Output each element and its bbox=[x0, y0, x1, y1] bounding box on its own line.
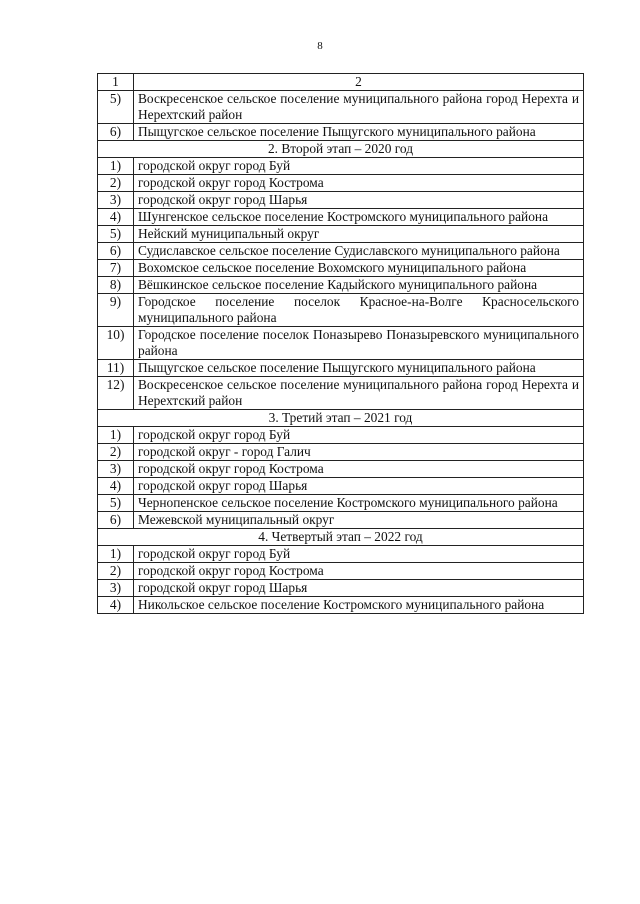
section-heading-row bbox=[98, 529, 584, 546]
row-text: городской округ город Шарья bbox=[134, 192, 584, 209]
row-number: 6) bbox=[98, 243, 134, 260]
row-text: Городское поселение поселок Поназырево Поназыревского муниципального района bbox=[134, 327, 584, 360]
table-header-row bbox=[98, 74, 584, 91]
row-text: Вохомское сельское поселение Вохомского муниципального района bbox=[134, 260, 584, 277]
section-heading-row bbox=[98, 410, 584, 427]
row-text: городской округ город Кострома bbox=[134, 461, 584, 478]
row-number: 6) bbox=[98, 124, 134, 141]
header-col-number: 1 bbox=[98, 74, 134, 91]
section-heading: 4. Четвертый этап – 2022 год bbox=[98, 529, 584, 546]
row-number: 2) bbox=[98, 563, 134, 580]
row-number: 7) bbox=[98, 260, 134, 277]
row-number: 4) bbox=[98, 478, 134, 495]
section-heading: 3. Третий этап – 2021 год bbox=[98, 410, 584, 427]
row-number: 2) bbox=[98, 444, 134, 461]
row-number: 12) bbox=[98, 377, 134, 410]
table-body bbox=[98, 74, 584, 614]
table-row bbox=[98, 209, 584, 226]
row-number: 8) bbox=[98, 277, 134, 294]
table-row bbox=[98, 192, 584, 209]
table-row bbox=[98, 91, 584, 124]
row-number: 5) bbox=[98, 495, 134, 512]
row-number: 2) bbox=[98, 175, 134, 192]
section-heading-row bbox=[98, 141, 584, 158]
row-text: Чернопенское сельское поселение Костромского муниципального района bbox=[134, 495, 584, 512]
row-number: 1) bbox=[98, 158, 134, 175]
table-row bbox=[98, 175, 584, 192]
row-number: 4) bbox=[98, 597, 134, 614]
table-row bbox=[98, 124, 584, 141]
row-text: Пыщугское сельское поселение Пыщугского муниципального района bbox=[134, 360, 584, 377]
table-row bbox=[98, 580, 584, 597]
table-row bbox=[98, 427, 584, 444]
row-number: 1) bbox=[98, 546, 134, 563]
row-text: Пыщугское сельское поселение Пыщугского муниципального района bbox=[134, 124, 584, 141]
row-text: городской округ город Буй bbox=[134, 427, 584, 444]
row-number: 3) bbox=[98, 461, 134, 478]
table-row bbox=[98, 478, 584, 495]
row-text: Воскресенское сельское поселение муниципального района город Нерехта и Нерехтский район bbox=[134, 91, 584, 124]
table-row bbox=[98, 444, 584, 461]
table-row bbox=[98, 512, 584, 529]
table-row bbox=[98, 495, 584, 512]
table-row bbox=[98, 327, 584, 360]
table-row bbox=[98, 461, 584, 478]
table-row bbox=[98, 294, 584, 327]
row-number: 3) bbox=[98, 580, 134, 597]
row-number: 5) bbox=[98, 91, 134, 124]
table-row bbox=[98, 563, 584, 580]
row-text: Межевской муниципальный округ bbox=[134, 512, 584, 529]
row-text: городской округ город Кострома bbox=[134, 563, 584, 580]
table-row bbox=[98, 226, 584, 243]
table-row bbox=[98, 260, 584, 277]
table-row bbox=[98, 158, 584, 175]
table-row bbox=[98, 243, 584, 260]
row-number: 5) bbox=[98, 226, 134, 243]
table-row bbox=[98, 546, 584, 563]
section-heading: 2. Второй этап – 2020 год bbox=[98, 141, 584, 158]
row-text: Вёшкинское сельское поселение Кадыйского муниципального района bbox=[134, 277, 584, 294]
row-text: Никольское сельское поселение Костромского муниципального района bbox=[134, 597, 584, 614]
page-number: 8 bbox=[317, 40, 323, 52]
row-text: городской округ - город Галич bbox=[134, 444, 584, 461]
table-row bbox=[98, 597, 584, 614]
row-text: Судиславское сельское поселение Судиславского муниципального района bbox=[134, 243, 584, 260]
row-number: 11) bbox=[98, 360, 134, 377]
row-number: 4) bbox=[98, 209, 134, 226]
row-text: Шунгенское сельское поселение Костромского муниципального района bbox=[134, 209, 584, 226]
row-text: городской округ город Шарья bbox=[134, 478, 584, 495]
row-number: 3) bbox=[98, 192, 134, 209]
row-text: городской округ город Кострома bbox=[134, 175, 584, 192]
header-col-text: 2 bbox=[134, 74, 584, 91]
row-text: городской округ город Шарья bbox=[134, 580, 584, 597]
row-number: 6) bbox=[98, 512, 134, 529]
row-number: 1) bbox=[98, 427, 134, 444]
row-text: Нейский муниципальный округ bbox=[134, 226, 584, 243]
row-text: городской округ город Буй bbox=[134, 158, 584, 175]
row-number: 9) bbox=[98, 294, 134, 327]
table-row bbox=[98, 377, 584, 410]
row-text: Воскресенское сельское поселение муниципального района город Нерехта и Нерехтский район bbox=[134, 377, 584, 410]
row-number: 10) bbox=[98, 327, 134, 360]
table-row bbox=[98, 360, 584, 377]
row-text: Городское поселение поселок Красное-на-Волге Красносельского муниципального района bbox=[134, 294, 584, 327]
row-text: городской округ город Буй bbox=[134, 546, 584, 563]
table-row bbox=[98, 277, 584, 294]
stages-table bbox=[97, 73, 584, 614]
